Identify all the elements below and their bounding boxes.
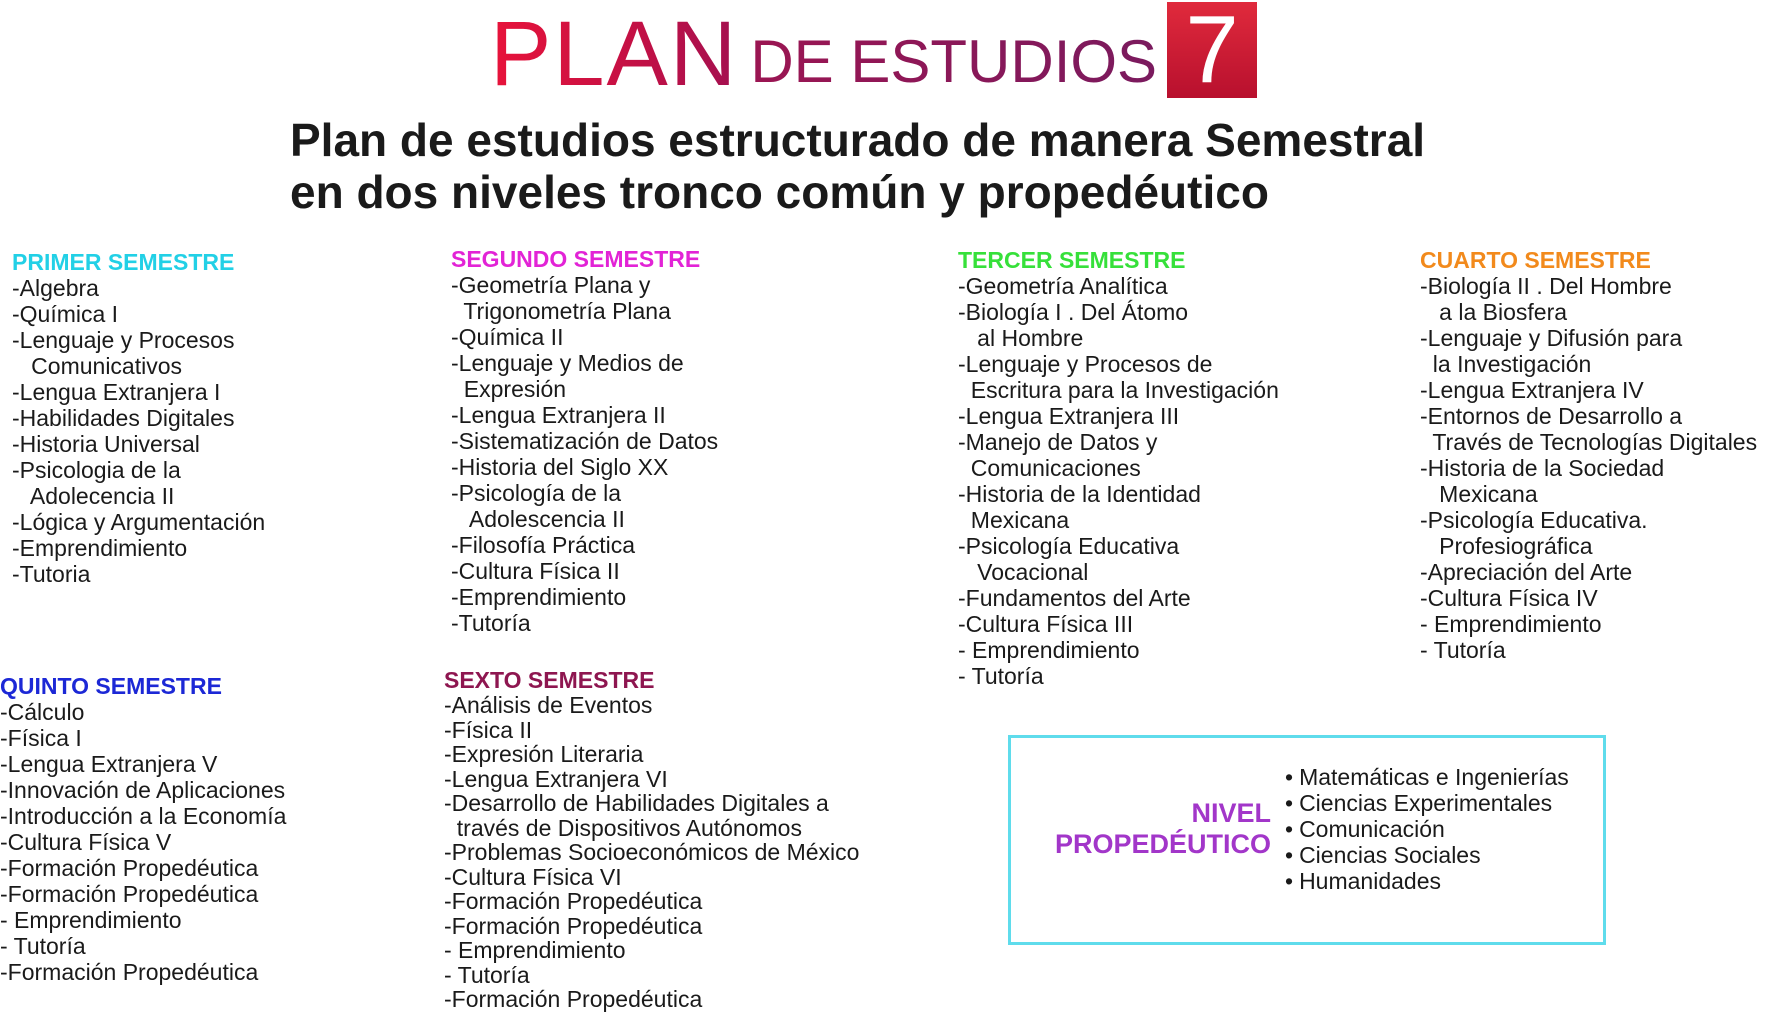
course-item: la Investigación [1420,351,1592,377]
course-item: -Formación Propedéutica [0,959,259,985]
course-item: -Psicología de la [451,480,622,506]
course-item: Comunicaciones [958,455,1141,481]
course-item: -Tutoría [451,610,531,636]
course-item: Expresión [451,376,567,402]
propedeutico-area-item: • Humanidades [1285,868,1569,894]
course-item: -Lengua Extranjera I [12,379,221,405]
course-item: - Emprendimiento [1420,611,1602,637]
course-list [0,699,286,985]
quinto-semestre [0,673,286,985]
plan-logo [490,0,1257,105]
course-item: -Introducción a la Economía [0,803,287,829]
course-item: -Habilidades Digitales [12,405,235,431]
nivel-title-line-2: PROPEDÉUTICO [1054,829,1271,859]
course-item: -Expresión Literaria [444,741,644,767]
logo-de-estudios: DE ESTUDIOS [750,28,1158,95]
course-item: -Lengua Extranjera IV [1420,377,1644,403]
course-item: -Filosofía Práctica [451,532,636,558]
course-item: -Historia Universal [12,431,200,457]
course-item: -Lengua Extranjera III [958,403,1180,429]
course-list [1420,273,1757,663]
course-item: -Psicología Educativa. [1420,507,1648,533]
nivel-title-line-1: NIVEL [1191,798,1271,828]
course-item: -Historia del Siglo XX [451,454,669,480]
course-item: través de Dispositivos Autónomos [444,814,802,841]
course-item: al Hombre [958,325,1084,351]
course-item: -Formación Propedéutica [0,855,259,881]
course-item: -Cultura Física III [958,611,1134,637]
course-item: -Algebra [12,275,99,301]
course-item: Adolescencia II [451,506,625,532]
course-item: -Historia de la Sociedad [1420,455,1665,481]
course-item: Trigonometría Plana [451,298,671,324]
course-item: -Cultura Física II [451,558,620,584]
course-item: -Problemas Socioeconómicos de México [444,839,860,865]
course-item: -Manejo de Datos y [958,429,1158,455]
course-item: -Entornos de Desarrollo a [1420,403,1683,429]
heading-line-2: en dos niveles tronco común y propedéutico [290,166,1269,218]
course-item: Mexicana [1420,481,1538,507]
course-item: - Tutoría [444,961,530,988]
course-list [451,272,718,636]
course-item: -Geometría Plana y [451,272,651,298]
course-item: -Apreciación del Arte [1420,559,1633,585]
course-item: -Historia de la Identidad [958,481,1201,507]
nivel-propedeutico-title [1031,798,1271,860]
course-item: a la Biosfera [1420,299,1568,325]
course-item: -Formación Propedéutica [444,986,703,1012]
course-item: -Cultura Física V [0,829,172,855]
course-item: - Tutoría [1420,637,1506,663]
course-item: -Lógica y Argumentación [12,509,266,535]
course-item: -Tutoria [12,561,91,587]
course-item: -Geometría Analítica [958,273,1168,299]
tercer-semestre [958,247,1279,689]
course-item: -Cultura Física IV [1420,585,1598,611]
course-item: -Desarrollo de Habilidades Digitales a [444,790,829,816]
course-item: -Lenguaje y Medios de [451,350,684,376]
course-item: -Psicología Educativa [958,533,1180,559]
cuarto-semestre [1420,247,1757,663]
course-item: -Lengua Extranjera II [451,402,666,428]
course-item: -Lenguaje y Difusión para [1420,325,1683,351]
sexto-semestre [444,667,859,1012]
course-item: -Biología I . Del Átomo [958,299,1189,325]
logo-plan-word: PLAN [490,3,739,105]
course-item: Escritura para la Investigación [958,377,1279,403]
propedeutico-area-item: • Matemáticas e Ingenierías [1285,764,1569,790]
course-item: -Formación Propedéutica [444,912,703,939]
course-item: -Emprendimiento [12,535,188,561]
course-item: -Cultura Física VI [444,863,622,890]
course-item: -Biología II . Del Hombre [1420,273,1672,299]
semester-title: PRIMER SEMESTRE [12,249,235,275]
course-item: -Física I [0,725,82,751]
propedeutico-area-item: • Ciencias Experimentales [1285,790,1569,816]
course-item: -Química I [12,301,119,327]
course-item: - Emprendimiento [0,907,182,933]
course-item: -Psicologia de la [12,457,181,483]
logo-number-badge: 7 [1167,2,1257,98]
page-heading [290,114,1425,218]
course-item: Mexicana [958,507,1070,533]
course-item: -Formación Propedéutica [0,881,259,907]
course-item: -Sistematización de Datos [451,428,719,454]
segundo-semestre [451,246,718,636]
course-item: - Tutoría [958,663,1044,689]
course-item: Comunicativos [12,353,183,379]
primer-semestre [12,249,265,587]
course-item: Adolecencia II [12,483,175,509]
propedeutico-area-item: • Comunicación [1285,816,1569,842]
semester-title: TERCER SEMESTRE [958,247,1186,273]
course-item: -Cálculo [0,699,85,725]
semester-title: SEGUNDO SEMESTRE [451,246,701,272]
course-item: -Lengua Extranjera VI [444,765,668,792]
semester-title: SEXTO SEMESTRE [444,667,655,693]
course-item: Vocacional [958,559,1089,585]
course-item: - Emprendimiento [958,637,1140,663]
course-list [444,693,859,1012]
nivel-propedeutico-box [1008,735,1606,945]
propedeutico-area-list [1285,764,1569,894]
course-item: -Emprendimiento [451,584,627,610]
course-item: -Análisis de Eventos [444,692,653,718]
heading-line-1: Plan de estudios estructurado de manera Semestral [290,114,1426,166]
course-item: -Formación Propedéutica [444,888,703,914]
course-item: -Química II [451,324,564,350]
course-item: -Lenguaje y Procesos de [958,351,1213,377]
course-item: -Lenguaje y Procesos [12,327,235,353]
course-list [958,273,1279,689]
course-item: Través de Tecnologías Digitales [1420,429,1758,455]
course-item: - Emprendimiento [444,937,626,963]
semester-title: CUARTO SEMESTRE [1420,247,1651,273]
course-item: -Física II [444,716,533,743]
course-item: -Innovación de Aplicaciones [0,777,286,803]
propedeutico-area-item: • Ciencias Sociales [1285,842,1569,868]
course-item: -Lengua Extranjera V [0,751,218,777]
semester-title: QUINTO SEMESTRE [0,673,222,699]
course-list [12,275,265,587]
course-item: -Fundamentos del Arte [958,585,1191,611]
course-item: Profesiográfica [1420,533,1593,559]
course-item: - Tutoría [0,933,86,959]
